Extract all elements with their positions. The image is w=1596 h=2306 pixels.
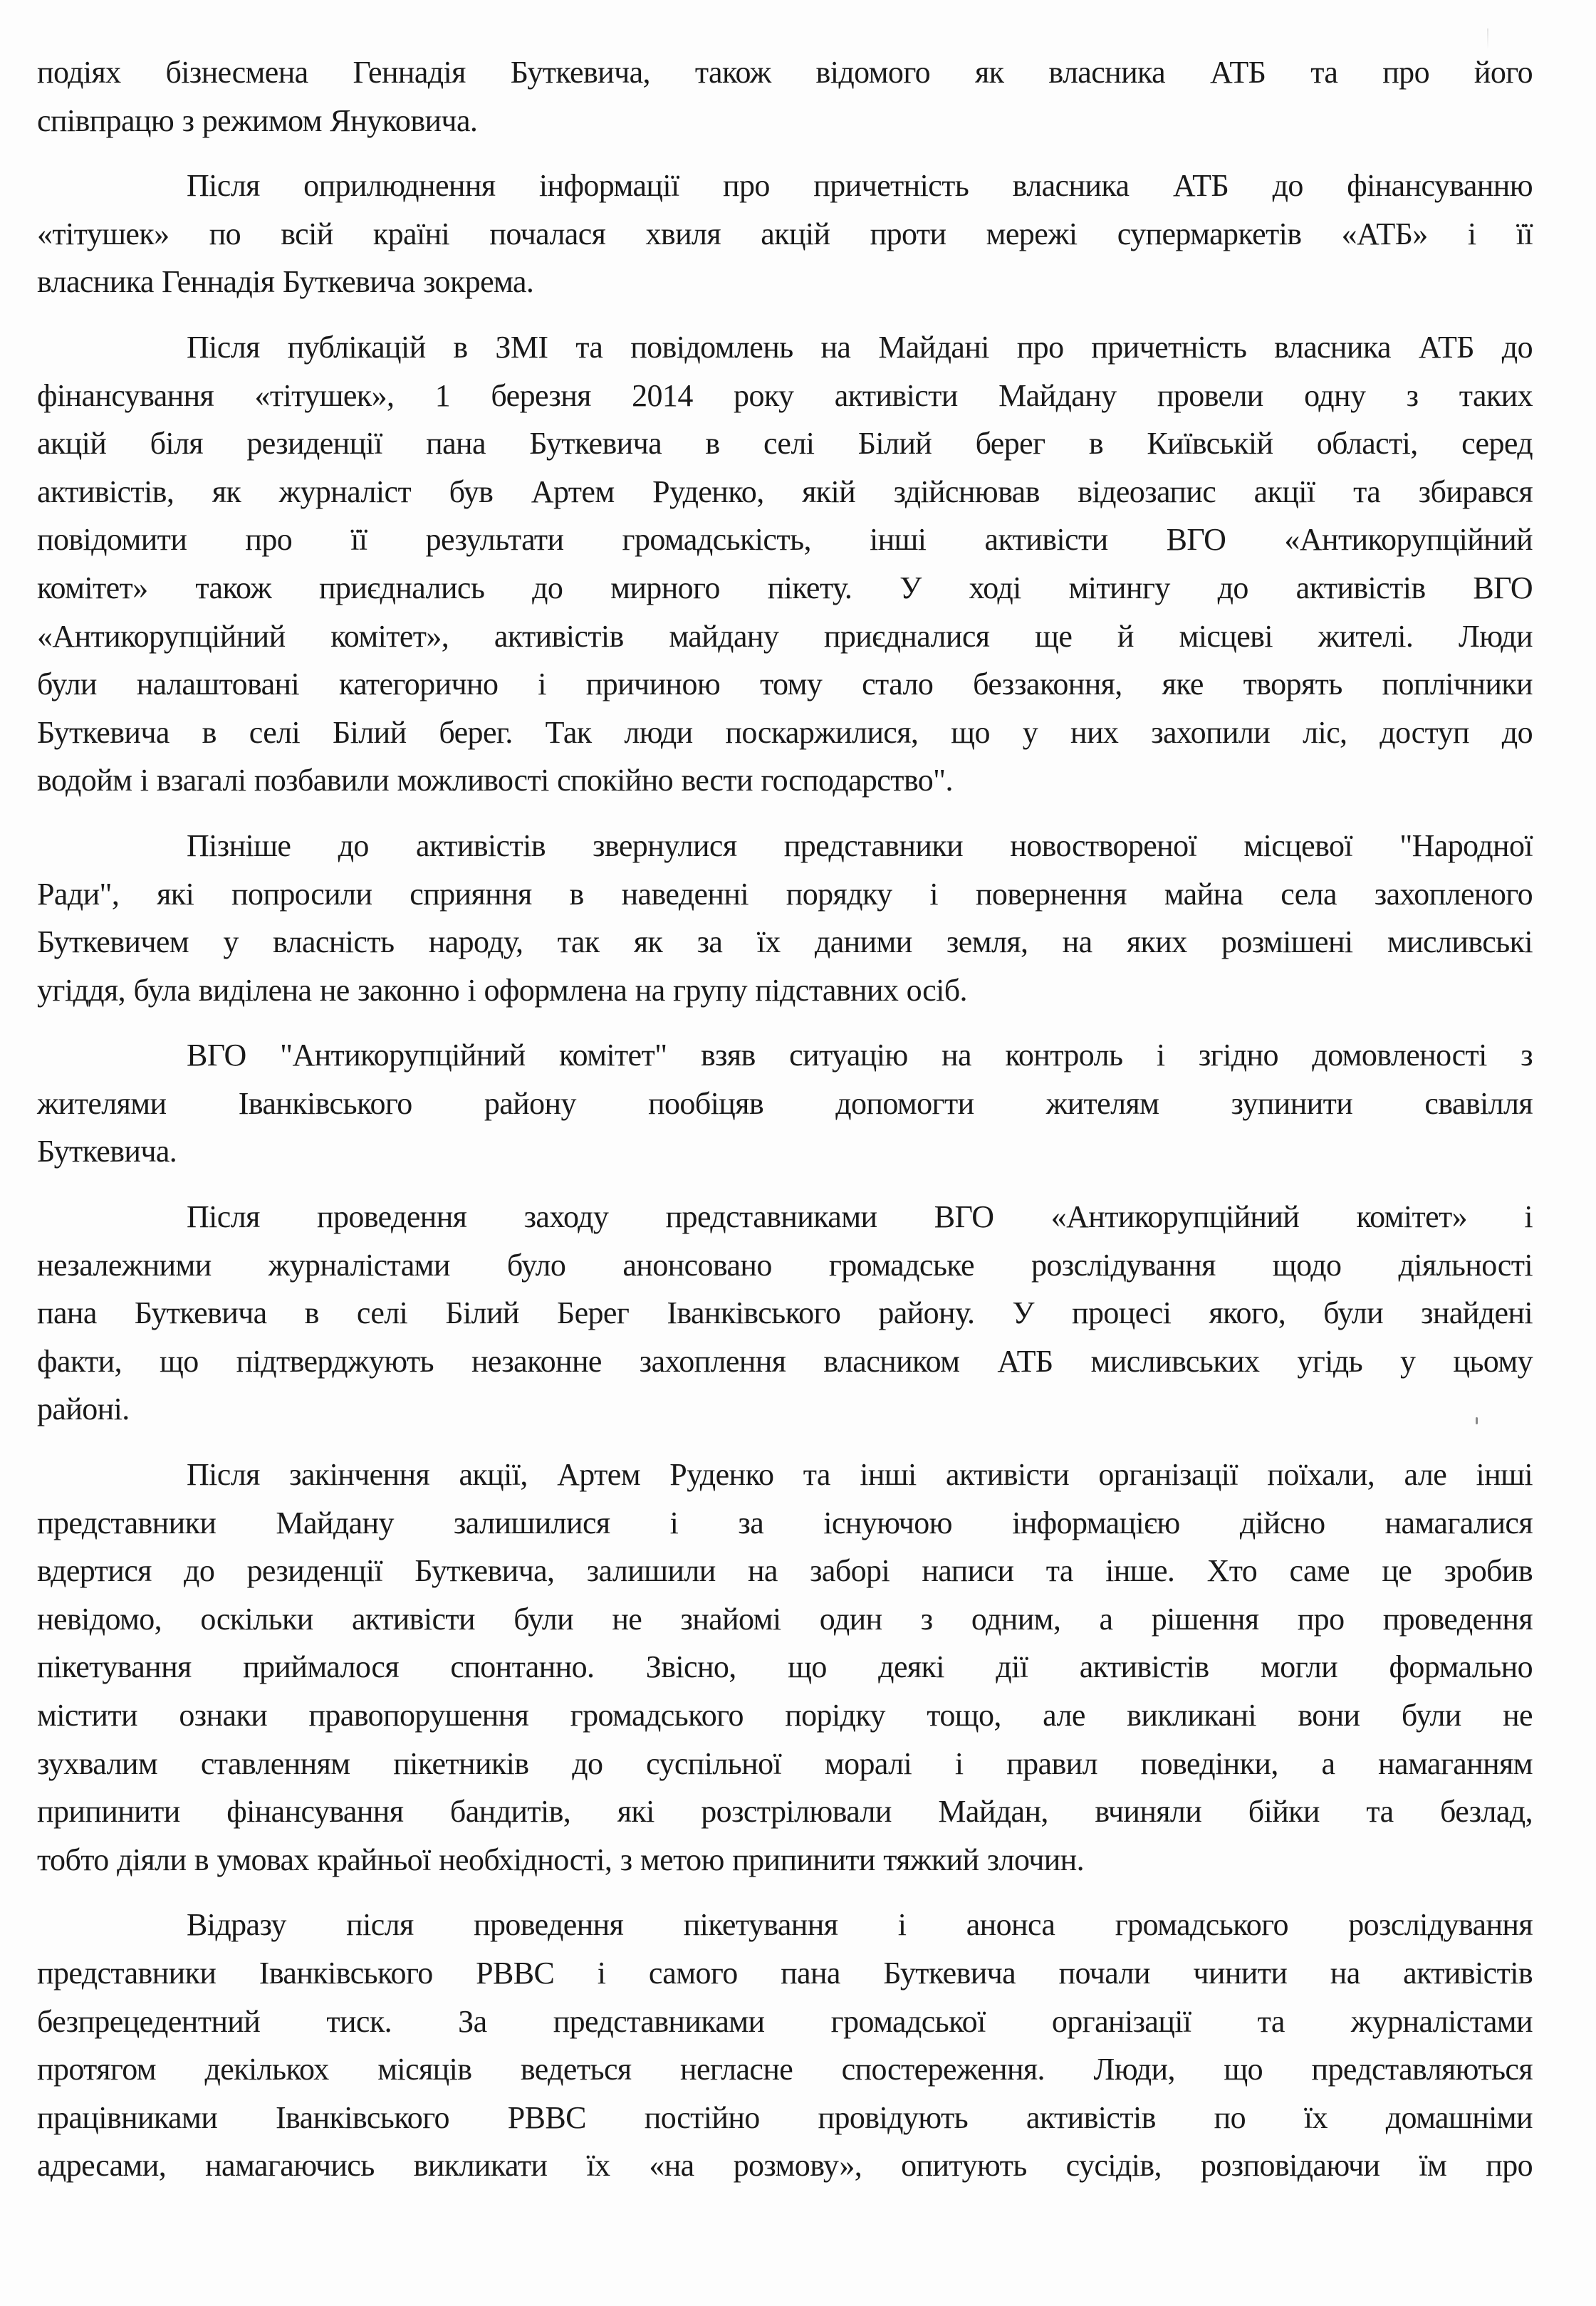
text-line: жителями Іванківського району пообіцяв допомогти жителям зупинити свавілля (37, 1085, 1533, 1121)
text-line: угіддя, була виділена не законно і оформлена на групу підставних осіб. (37, 972, 967, 1008)
text-line: Буткевичем у власність народу, так як за їх даними земля, на яких розмішені мисливські (37, 924, 1533, 960)
text-line: «Антикорупційний комітет», активістів майдану приєдналися ще й місцеві жителі. Люди (37, 618, 1533, 654)
text-line: вдертися до резиденції Буткевича, залишили на заборі написи та інше. Хто саме це зробив (37, 1553, 1533, 1589)
document-page (37, 48, 1533, 2207)
text-line: Буткевича. (37, 1134, 177, 1169)
text-line: були налаштовані категорично і причиною тому стало беззаконня, яке творять поплічники (37, 667, 1533, 702)
text-line: районі. (37, 1392, 130, 1427)
text-line: повідомити про її результати громадськість, інші активісти ВГО «Антикорупційний (37, 522, 1533, 558)
text-line: «тітушек» по всій країні почалася хвиля акцій проти мережі супермаркетів «АТБ» і її (37, 216, 1533, 251)
text-line: факти, що підтверджують незаконне захоплення власником АТБ мисливських угідь у цьому (37, 1343, 1533, 1379)
paragraph (37, 1193, 1533, 1434)
text-line: Після оприлюднення інформації про причетність власника АТБ до фінансуванню (187, 168, 1533, 204)
text-line: подіях бізнесмена Геннадія Буткевича, також відомого як власника АТБ та про його (37, 55, 1533, 90)
text-line: пана Буткевича в селі Білий Берег Іванківського району. У процесі якого, були знайдені (37, 1295, 1533, 1331)
text-line: власника Геннадія Буткевича зокрема. (37, 264, 534, 300)
text-line: Після проведення заходу представниками ВГО «Антикорупційний комітет» і (187, 1199, 1533, 1235)
paragraph (37, 1031, 1533, 1176)
text-line: невідомо, оскільки активісти були не знайомі один з одним, а рішення про проведення (37, 1601, 1533, 1637)
text-line: припинити фінансування бандитів, які розстрілювали Майдан, вчиняли бійки та безлад, (37, 1794, 1533, 1830)
paragraph (37, 48, 1533, 145)
text-line: Після закінчення акції, Артем Руденко та інші активісти організації поїхали, але інші (187, 1457, 1533, 1493)
text-line: комітет» також приєднались до мирного пікету. У ході мітингу до активістів ВГО (37, 570, 1533, 605)
text-line: представники Іванківського РВВС і самого пана Буткевича почали чинити на активістів (37, 1955, 1533, 1991)
paragraph (37, 1451, 1533, 1884)
text-line: представники Майдану залишилися і за існуючою інформацією дійсно намагалися (37, 1505, 1533, 1540)
text-line: тобто діяли в умовах крайньої необхідності, з метою припинити тяжкий злочин. (37, 1842, 1085, 1877)
text-line: працівниками Іванківського РВВС постійно провідують активістів по їх домашніми (37, 2099, 1533, 2135)
text-line: містити ознаки правопорушення громадського порідку тощо, але викликані вони були не (37, 1698, 1533, 1733)
text-line: Ради", які попросили сприяння в наведенні порядку і повернення майна села захопленого (37, 876, 1533, 912)
text-line: фінансування «тітушек», 1 березня 2014 року активісти Майдану провели одну з таких (37, 377, 1533, 413)
text-line: Після публікацій в ЗМІ та повідомлень на Майдані про причетність власника АТБ до (187, 329, 1533, 365)
text-line: пікетування приймалося спонтанно. Звісно, що деякі дії активістів могли формально (37, 1649, 1533, 1685)
text-line: ВГО "Антикорупційний комітет" взяв ситуацію на контроль і згідно домовленості з (187, 1038, 1533, 1073)
text-line: безпрецедентний тиск. За представниками громадської організації та журналістами (37, 2003, 1533, 2039)
text-line: незалежними журналістами було анонсовано громадське розслідування щодо діяльності (37, 1247, 1533, 1283)
text-line: водойм і взагалі позбавили можливості спокійно вести господарство". (37, 763, 953, 798)
text-line: Пізніше до активістів звернулися представники новоствореної місцевої "Народної (187, 828, 1533, 863)
paragraph (37, 1901, 1533, 2190)
text-line: акцій біля резиденції пана Буткевича в селі Білий берег в Київській області, серед (37, 426, 1533, 461)
text-line: Буткевича в селі Білий берег. Так люди поскаржилися, що у них захопили ліс, доступ до (37, 714, 1533, 750)
text-line: активістів, як журналіст був Артем Руденко, якій здійснював відеозапис акції та збирався (37, 474, 1533, 509)
text-line: співпрацю з режимом Януковича. (37, 103, 478, 138)
paragraph (37, 323, 1533, 805)
text-line: адресами, намагаючись викликати їх «на розмову», опитують сусідів, розповідаючи їм про (37, 2148, 1533, 2184)
paragraph (37, 822, 1533, 1014)
paragraph (37, 162, 1533, 306)
text-line: Відразу після проведення пікетування і анонса громадського розслідування (187, 1907, 1533, 1943)
text-line: протягом декількох місяців ведеться негласне спостереження. Люди, що представляються (37, 2052, 1533, 2087)
text-line: зухвалим ставленням пікетників до суспільної моралі і правил поведінки, а намаганням (37, 1746, 1533, 1781)
scan-artifact (1487, 28, 1488, 50)
